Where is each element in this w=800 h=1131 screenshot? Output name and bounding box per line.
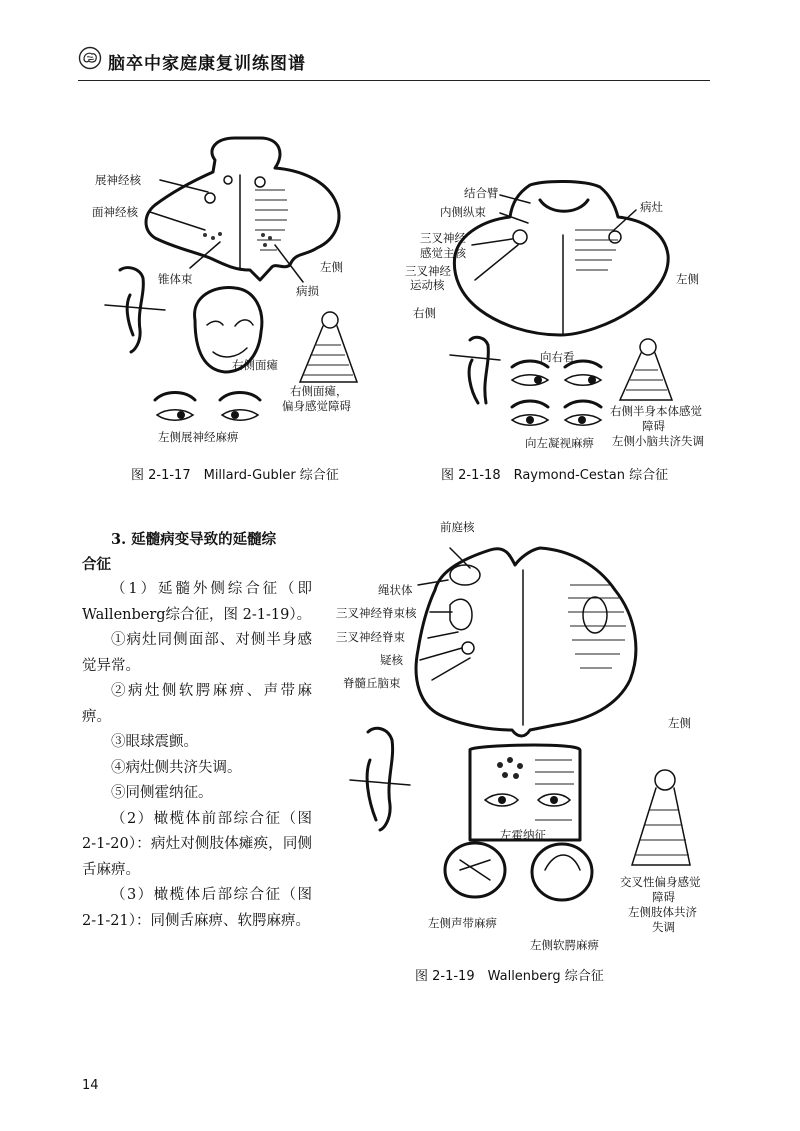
label-right-sensory-2: 障碍 xyxy=(642,419,665,433)
label-restiform-body: 绳状体 xyxy=(378,583,413,597)
label-right-sensory-1: 右侧半身本体感觉 xyxy=(610,404,702,418)
caption-figure-2-1-17: 图 2-1-17 Millard-Gubler 综合征 xyxy=(131,468,339,483)
label-right-hemi-1: 右侧面瘫， xyxy=(290,384,348,398)
label-left-ataxia: 左侧小脑共济失调 xyxy=(612,434,704,448)
paragraph-item-1: ①病灶同侧面部、对侧半身感觉异常。 xyxy=(82,632,312,674)
label-left-side-2: 左侧 xyxy=(676,272,699,286)
label-trigeminal-sensory-1: 三叉神经 xyxy=(420,231,466,245)
label-right-side-2: 右侧 xyxy=(413,306,436,320)
label-brachium-conjunctivum: 结合臂 xyxy=(464,186,499,200)
label-vestibular-nucleus: 前庭核 xyxy=(440,520,475,534)
label-crossed-4: 失调 xyxy=(652,920,675,934)
caption-figure-2-1-19: 图 2-1-19 Wallenberg 综合征 xyxy=(415,969,604,984)
label-facial-nucleus: 面神经核 xyxy=(92,205,138,219)
paragraph-item-4: ④病灶侧共济失调。 xyxy=(111,759,242,776)
label-left-horner: 左霍纳征 xyxy=(500,828,546,842)
section-heading-line-2: 合征 xyxy=(82,555,111,573)
body-text-column xyxy=(82,527,312,934)
paragraph-posterior-olive: （3）橄榄体后部综合征（图 2-1-21）：同侧舌麻痹、软腭麻痹。 xyxy=(82,887,312,929)
label-left-abducens-palsy: 左侧展神经麻痹 xyxy=(158,430,239,444)
header-rule xyxy=(78,80,710,81)
label-left-side-3: 左侧 xyxy=(668,716,691,730)
label-lesion: 病损 xyxy=(296,284,319,298)
label-right-facial-palsy: 右侧面瘫 xyxy=(232,358,278,372)
label-look-right: 向右看 xyxy=(540,350,575,364)
label-left-side: 左侧 xyxy=(320,260,343,274)
running-header-title: 脑卒中家庭康复训练图谱 xyxy=(108,54,306,74)
label-nucleus-ambiguus: 疑核 xyxy=(380,653,403,667)
paragraph-anterior-olive: （2）橄榄体前部综合征（图 2-1-20）：病灶对侧肢体瘫痪，同侧舌麻痹。 xyxy=(82,810,312,878)
paragraph-item-2: ②病灶侧软腭麻痹、声带麻痹。 xyxy=(82,683,312,725)
label-spinothalamic-tract: 脊髓丘脑束 xyxy=(343,676,401,690)
label-pyramidal-tract: 锥体束 xyxy=(158,272,193,286)
paragraph-item-3: ③眼球震颤。 xyxy=(111,734,198,750)
label-crossed-3: 左侧肢体共济 xyxy=(628,905,697,919)
label-abducens-nucleus: 展神经核 xyxy=(95,173,141,187)
paragraph-wallenberg: （1）延髓外侧综合征（即 Wallenberg综合征，图 2-1-19）。 xyxy=(82,581,312,623)
brain-logo-icon xyxy=(78,46,102,70)
paragraph-item-5: ⑤同侧霍纳征。 xyxy=(111,785,213,801)
page-number: 14 xyxy=(82,1078,99,1093)
label-trigeminal-motor-2: 运动核 xyxy=(410,278,445,292)
label-right-hemi-2: 偏身感觉障碍 xyxy=(282,399,351,413)
label-left-vocal-palsy: 左侧声带麻痹 xyxy=(428,916,497,930)
label-left-palate-palsy: 左侧软腭麻痹 xyxy=(530,938,599,952)
label-lesion-2: 病灶 xyxy=(640,200,663,214)
label-crossed-2: 障碍 xyxy=(652,890,675,904)
label-trigeminal-sensory-2: 感觉主核 xyxy=(420,246,466,260)
section-heading-line-1: 3. 延髓病变导致的延髓综 xyxy=(111,531,277,548)
label-spinal-trigeminal-tract: 三叉神经脊束 xyxy=(336,630,405,644)
label-spinal-trigeminal-nucleus: 三叉神经脊束核 xyxy=(336,606,417,620)
label-look-left-palsy: 向左凝视麻痹 xyxy=(525,436,594,450)
label-crossed-1: 交叉性偏身感觉 xyxy=(620,875,701,889)
caption-figure-2-1-18: 图 2-1-18 Raymond-Cestan 综合征 xyxy=(441,468,669,483)
label-trigeminal-motor-1: 三叉神经 xyxy=(405,264,451,278)
label-mlf: 内侧纵束 xyxy=(440,205,486,219)
